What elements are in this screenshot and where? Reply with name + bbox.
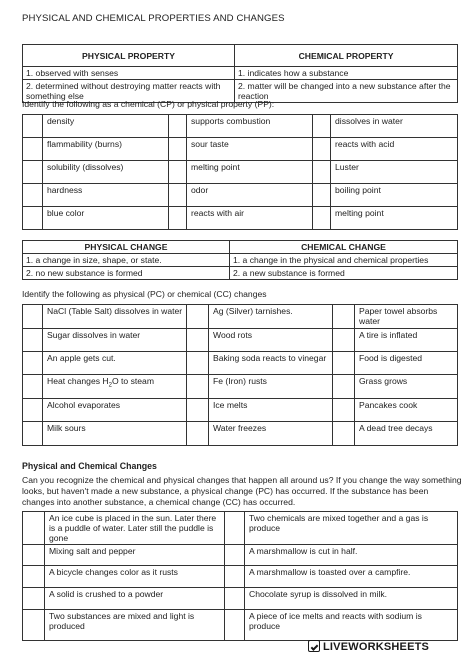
answer-input[interactable] [23,399,42,409]
answer-input[interactable] [23,115,42,125]
definition-cell: 2. a new substance is formed [230,267,458,280]
table-row [23,545,458,566]
answer-input-cell[interactable] [333,375,355,399]
answer-input[interactable] [169,207,186,217]
item-label: hardness [43,184,169,207]
properties-definition-table [22,44,458,103]
item-label: Two substances are mixed and light is produced [45,610,225,641]
footer-brand: LIVEWORKSHEETS [323,641,430,653]
answer-input-cell[interactable] [23,566,45,588]
answer-input-cell[interactable] [23,610,45,641]
item-label: Fe (Iron) rusts [209,375,333,399]
answer-input-cell[interactable] [225,545,245,566]
item-label: Food is digested [355,352,458,375]
answer-input-cell[interactable] [333,352,355,375]
definition-cell: 1. a change in size, shape, or state. [23,254,230,267]
answer-input-cell[interactable] [333,399,355,422]
answer-input[interactable] [23,305,42,315]
check-logo-icon [308,640,320,652]
answer-input[interactable] [333,352,354,362]
answer-input[interactable] [333,329,354,339]
table-row [23,610,458,641]
item-label: Two chemicals are mixed together and a gas is produce [245,512,458,545]
answer-input-cell[interactable] [225,512,245,545]
item-label: reacts with air [187,207,313,230]
answer-input-cell[interactable] [23,184,43,207]
item-label: Alcohol evaporates [43,399,187,422]
answer-input[interactable] [187,399,208,409]
definition-cell: 1. observed with senses [23,67,235,80]
answer-input-cell[interactable] [225,566,245,588]
answer-input[interactable] [23,352,42,362]
item-label: flammability (burns) [43,138,169,161]
answer-input[interactable] [225,545,244,555]
table-row [23,305,458,329]
item-label: A bicycle changes color as it rusts [45,566,225,588]
item-label: blue color [43,207,169,230]
item-label: boiling point [331,184,458,207]
page-title: PHYSICAL AND CHEMICAL PROPERTIES AND CHANGES [22,13,285,24]
table-row [23,138,458,161]
answer-input[interactable] [23,566,44,576]
definition-cell: 2. matter will be changed into a new substance after the reaction [235,80,458,103]
answer-input[interactable] [187,422,208,432]
table-row [23,115,458,138]
item-label: NaCl (Table Salt) dissolves in water [43,305,187,329]
answer-input-cell[interactable] [313,138,331,161]
definition-cell: 1. indicates how a substance [235,67,458,80]
answer-input[interactable] [225,512,244,522]
answer-input[interactable] [23,184,42,194]
item-label: sour taste [187,138,313,161]
answer-input-cell[interactable] [333,305,355,329]
answer-input[interactable] [187,375,208,385]
table-row [23,329,458,352]
answer-input-cell[interactable] [313,184,331,207]
answer-input[interactable] [333,399,354,409]
answer-input-cell[interactable] [169,138,187,161]
item-label: An apple gets cut. [43,352,187,375]
answer-input[interactable] [23,375,42,385]
answer-input[interactable] [23,138,42,148]
answer-input-cell[interactable] [23,375,43,399]
item-label: melting point [187,161,313,184]
table-row [23,207,458,230]
answer-input-cell[interactable] [225,588,245,610]
answer-input-cell[interactable] [169,207,187,230]
answer-input[interactable] [225,566,244,576]
table-row [23,375,458,399]
item-label: A tire is inflated [355,329,458,352]
item-label: A dead tree decays [355,422,458,446]
answer-input[interactable] [169,115,186,125]
answer-input-cell[interactable] [169,184,187,207]
header-chemical-change: CHEMICAL CHANGE [230,241,458,254]
item-label: density [43,115,169,138]
answer-input[interactable] [169,138,186,148]
table-row [23,352,458,375]
answer-input[interactable] [333,422,354,432]
item-label: solubility (dissolves) [43,161,169,184]
answer-input-cell[interactable] [23,305,43,329]
item-label: A solid is crushed to a powder [45,588,225,610]
answer-input-cell[interactable] [23,545,45,566]
changes-instruction: Identify the following as physical (PC) or chemical (CC) changes [22,289,267,299]
answer-input[interactable] [313,115,330,125]
answer-input-cell[interactable] [23,399,43,422]
answer-input-cell[interactable] [187,305,209,329]
item-label: Pancakes cook [355,399,458,422]
answer-input[interactable] [187,329,208,339]
answer-input-cell[interactable] [23,138,43,161]
answer-input-cell[interactable] [187,375,209,399]
answer-input-cell[interactable] [23,207,43,230]
answer-input[interactable] [333,375,354,385]
answer-input[interactable] [225,588,244,598]
answer-input-cell[interactable] [169,115,187,138]
table-row [23,184,458,207]
final-items-table [22,511,458,641]
item-label: Luster [331,161,458,184]
item-label: dissolves in water [331,115,458,138]
item-label: A marshmallow is cut in half. [245,545,458,566]
table-row [23,566,458,588]
answer-input[interactable] [313,184,330,194]
definition-cell: 2. no new substance is formed [23,267,230,280]
answer-input-cell[interactable] [169,161,187,184]
answer-input[interactable] [23,545,44,555]
table-row [23,422,458,446]
item-label: reacts with acid [331,138,458,161]
item-label: supports combustion [187,115,313,138]
answer-input[interactable] [313,138,330,148]
item-label: A marshmallow is toasted over a campfire. [245,566,458,588]
item-label: Paper towel absorbs water [355,305,458,329]
answer-input-cell[interactable] [23,588,45,610]
answer-input-cell[interactable] [23,329,43,352]
answer-input-cell[interactable] [225,610,245,641]
answer-input[interactable] [23,588,44,598]
header-physical-change: PHYSICAL CHANGE [23,241,230,254]
item-label: Ice melts [209,399,333,422]
table-row [23,399,458,422]
answer-input[interactable] [225,610,244,620]
answer-input-cell[interactable] [333,422,355,446]
answer-input-cell[interactable] [23,512,45,545]
item-label: Heat changes $H_2O$ to steam [43,375,187,399]
item-label: Water freezes [209,422,333,446]
item-label: Grass grows [355,375,458,399]
answer-input-cell[interactable] [23,161,43,184]
answer-input[interactable] [23,207,42,217]
item-label: Wood rots [209,329,333,352]
section-paragraph: Can you recognize the chemical and physical changes that happen all around us? If you change the way something looks, but haven't made a new substance, a physical change (PC) has occurred. If the substance has been changes into another substance, a chemical change (CC) has occurred. [22,475,462,507]
item-label: Ag (Silver) tarnishes. [209,305,333,329]
answer-input-cell[interactable] [187,352,209,375]
definition-cell: 2. determined without destroying matter reacts with something else [23,80,235,103]
answer-input[interactable] [333,305,354,315]
answer-input[interactable] [313,207,330,217]
answer-input[interactable] [169,161,186,171]
answer-input[interactable] [187,305,208,315]
item-label: A piece of ice melts and reacts with sodium is produce [245,610,458,641]
changes-items-table [22,304,458,446]
answer-input-cell[interactable] [23,352,43,375]
answer-input[interactable] [23,610,44,620]
table-row [23,512,458,545]
answer-input[interactable] [23,329,42,339]
answer-input[interactable] [169,184,186,194]
header-physical-property: PHYSICAL PROPERTY [23,45,235,67]
header-chemical-property: CHEMICAL PROPERTY [235,45,458,67]
answer-input-cell[interactable] [333,329,355,352]
answer-input-cell[interactable] [187,422,209,446]
properties-items-table [22,114,458,230]
answer-input-cell[interactable] [313,207,331,230]
section-title: Physical and Chemical Changes [22,461,157,471]
definition-cell: 1. a change in the physical and chemical properties [230,254,458,267]
item-label: Baking soda reacts to vinegar [209,352,333,375]
item-label: Milk sours [43,422,187,446]
answer-input[interactable] [23,512,44,522]
liveworksheets-logo [308,640,429,653]
table-row [23,588,458,610]
item-label: Mixing salt and pepper [45,545,225,566]
item-label: odor [187,184,313,207]
properties-instruction: Identify the following as a chemical (CP) or physical property (PP): [22,99,275,109]
answer-input-cell[interactable] [187,329,209,352]
item-label: Chocolate syrup is dissolved in milk. [245,588,458,610]
answer-input-cell[interactable] [23,115,43,138]
answer-input-cell[interactable] [187,399,209,422]
answer-input-cell[interactable] [313,115,331,138]
answer-input[interactable] [313,161,330,171]
answer-input-cell[interactable] [23,422,43,446]
item-label: An ice cube is placed in the sun. Later there is a puddle of water. Later still the puddle is gone [45,512,225,545]
answer-input[interactable] [23,161,42,171]
answer-input-cell[interactable] [313,161,331,184]
item-label: Sugar dissolves in water [43,329,187,352]
changes-definition-table [22,240,458,280]
answer-input[interactable] [23,422,42,432]
item-label: melting point [331,207,458,230]
table-row [23,161,458,184]
answer-input[interactable] [187,352,208,362]
